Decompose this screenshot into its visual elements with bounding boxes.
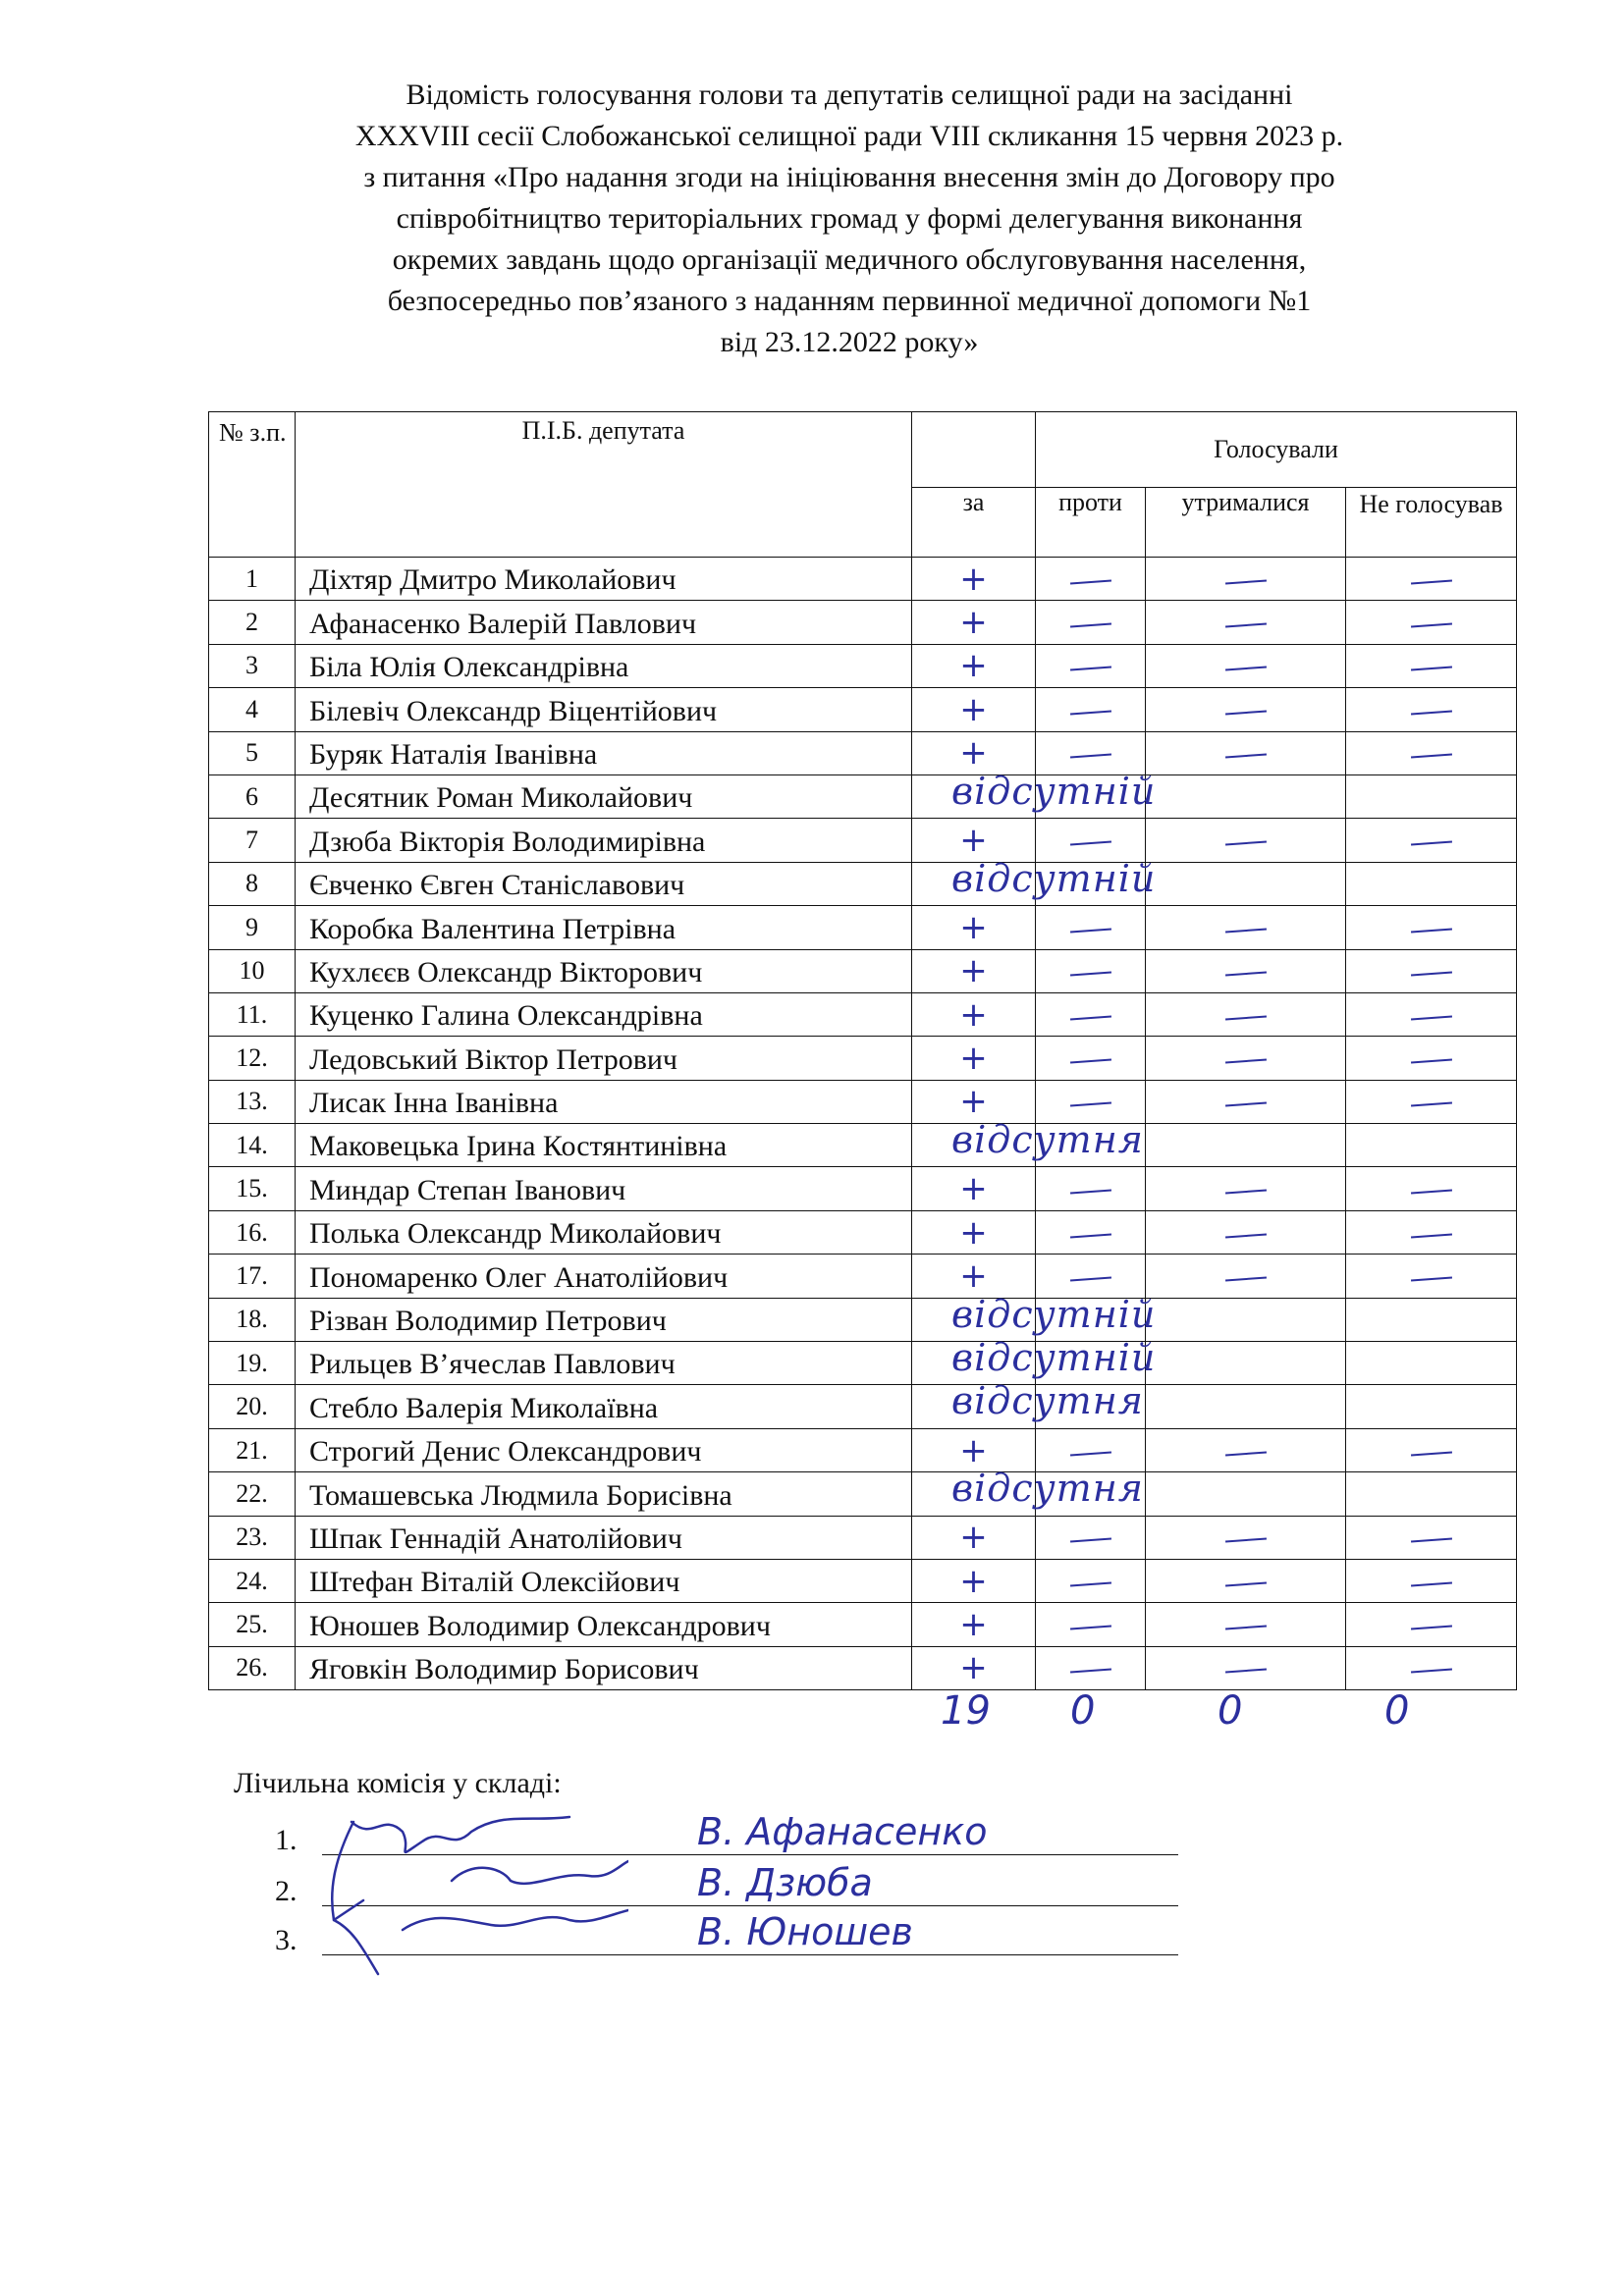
- header-name: П.І.Б. депутата: [296, 412, 912, 558]
- vote-utrymalysia-cell: [1146, 558, 1346, 601]
- absent-note: відсутній: [951, 1292, 1157, 1336]
- dash-mark: [1069, 1669, 1110, 1674]
- plus-mark: +: [959, 1605, 988, 1645]
- vote-utrymalysia-cell: [1146, 1255, 1346, 1298]
- header-ne-holosuvav: Не голосував: [1346, 488, 1517, 558]
- vote-proty-cell: [1036, 601, 1146, 644]
- deputy-name: Стебло Валерія Миколаївна: [296, 1385, 912, 1428]
- row-number: 4: [209, 688, 296, 731]
- row-number: 10: [209, 949, 296, 992]
- plus-mark: +: [959, 1038, 988, 1078]
- vote-utrymalysia-cell: [1146, 731, 1346, 774]
- empty-vote-cell: [1036, 1342, 1146, 1385]
- deputy-name: Штефан Віталій Олексійович: [296, 1559, 912, 1602]
- vote-utrymalysia-cell: [1146, 1516, 1346, 1559]
- empty-vote-cell: [1036, 862, 1146, 905]
- vote-ne-holosuvav-cell: [1346, 949, 1517, 992]
- row-number: 21.: [209, 1428, 296, 1471]
- dash-mark: [1069, 579, 1110, 584]
- title-line: XXXVIII сесії Слобожанської селищної ради VIII скликання 15 червня 2023 р.: [354, 120, 1344, 152]
- dash-mark: [1224, 1190, 1266, 1195]
- table-row: [209, 1646, 1517, 1689]
- plus-mark: +: [959, 559, 988, 599]
- member-name: В. Дзюба: [697, 1861, 873, 1904]
- row-number: 19.: [209, 1342, 296, 1385]
- deputy-name: Яговкін Володимир Борисович: [296, 1646, 912, 1689]
- deputy-name: Строгий Денис Олександрович: [296, 1428, 912, 1471]
- dash-mark: [1410, 1190, 1451, 1195]
- vote-proty-cell: [1036, 1646, 1146, 1689]
- deputy-name: Ледовський Віктор Петрович: [296, 1037, 912, 1080]
- table-row: [209, 1255, 1517, 1298]
- title-line: співробітництво територіальних громад у формі делегування виконання: [396, 202, 1303, 235]
- row-number: 7: [209, 819, 296, 862]
- vote-ne-holosuvav-cell: [1346, 1255, 1517, 1298]
- dash-mark: [1224, 1626, 1266, 1630]
- table-row: [209, 1124, 1517, 1167]
- vote-ne-holosuvav-cell: [1346, 1646, 1517, 1689]
- vote-utrymalysia-cell: [1146, 644, 1346, 687]
- row-number: 23.: [209, 1516, 296, 1559]
- absent-note: відсутній: [951, 769, 1157, 813]
- dash-mark: [1069, 1581, 1110, 1586]
- row-number: 15.: [209, 1167, 296, 1210]
- dash-mark: [1410, 710, 1451, 715]
- vote-utrymalysia-cell: [1146, 1646, 1346, 1689]
- absent-note: відсутня: [951, 1118, 1144, 1162]
- dash-mark: [1410, 1538, 1451, 1543]
- table-row: [209, 862, 1517, 905]
- dash-mark: [1069, 623, 1110, 628]
- vote-proty-cell: [1036, 688, 1146, 731]
- dash-mark: [1410, 1102, 1451, 1107]
- vote-za-cell: [912, 949, 1036, 992]
- vote-utrymalysia-cell: [1146, 1603, 1346, 1646]
- dash-mark: [1410, 623, 1451, 628]
- row-number: 14.: [209, 1124, 296, 1167]
- dash-mark: [1410, 1626, 1451, 1630]
- vote-utrymalysia-cell: [1146, 992, 1346, 1036]
- vote-utrymalysia-cell: [1146, 949, 1346, 992]
- title-line: від 23.12.2022 року»: [720, 326, 979, 358]
- row-number: 16.: [209, 1210, 296, 1254]
- table-row: [209, 906, 1517, 949]
- absent-mark-cell: [912, 1467, 1144, 1516]
- vote-za-cell: [912, 1646, 1036, 1689]
- commission-label: Лічильна комісія у складі:: [234, 1767, 562, 1799]
- table-row: [209, 1167, 1517, 1210]
- absent-mark-cell: [912, 856, 1157, 905]
- vote-proty-cell: [1036, 1037, 1146, 1080]
- plus-mark: +: [959, 646, 988, 686]
- vote-za-cell: [912, 1516, 1036, 1559]
- voting-table: [208, 411, 1517, 1690]
- plus-mark: +: [959, 1169, 988, 1209]
- plus-mark: +: [959, 1430, 988, 1470]
- dash-mark: [1224, 1538, 1266, 1543]
- vote-ne-holosuvav-cell: [1346, 1037, 1517, 1080]
- header-voted: Голосували: [1036, 412, 1517, 488]
- table-row: [209, 1472, 1517, 1516]
- dash-mark: [1224, 841, 1266, 846]
- empty-vote-cell: [1036, 1298, 1146, 1341]
- absent-note: відсутній: [951, 1336, 1157, 1380]
- dash-mark: [1410, 754, 1451, 759]
- vote-za-cell: [912, 1080, 1036, 1123]
- member-name: В. Афанасенко: [697, 1810, 988, 1853]
- vote-proty-cell: [1036, 992, 1146, 1036]
- dash-mark: [1069, 754, 1110, 759]
- plus-mark: +: [959, 689, 988, 729]
- vote-utrymalysia-cell: [1146, 688, 1346, 731]
- empty-vote-cell: [1346, 1298, 1517, 1341]
- deputy-name: Рильцев В’ячеслав Павлович: [296, 1342, 912, 1385]
- empty-vote-cell: [1146, 1385, 1346, 1428]
- empty-vote-cell: [1036, 1472, 1146, 1516]
- table-row: [209, 1298, 1517, 1341]
- table-row: [209, 1385, 1517, 1428]
- deputy-name: Діхтяр Дмитро Миколайович: [296, 558, 912, 601]
- row-number: 8: [209, 862, 296, 905]
- dash-mark: [1224, 579, 1266, 584]
- absent-note: відсутня: [951, 1467, 1144, 1511]
- empty-vote-cell: [1346, 1124, 1517, 1167]
- table-row: [209, 688, 1517, 731]
- table-row: [209, 1516, 1517, 1559]
- vote-za-cell: [912, 992, 1036, 1036]
- absent-mark-cell: [912, 1336, 1157, 1385]
- deputy-name: Євченко Євген Станіславович: [296, 862, 912, 905]
- vote-ne-holosuvav-cell: [1346, 1603, 1517, 1646]
- vote-proty-cell: [1036, 1516, 1146, 1559]
- vote-proty-cell: [1036, 1210, 1146, 1254]
- empty-vote-cell: [1346, 1342, 1517, 1385]
- vote-za-cell: [912, 1428, 1036, 1471]
- plus-mark: +: [959, 907, 988, 947]
- row-number: 17.: [209, 1255, 296, 1298]
- row-number: 20.: [209, 1385, 296, 1428]
- deputy-name: Буряк Наталія Іванівна: [296, 731, 912, 774]
- dash-mark: [1224, 928, 1266, 933]
- vote-proty-cell: [1036, 1080, 1146, 1123]
- row-number: 3: [209, 644, 296, 687]
- deputy-name: Біла Юлія Олександрівна: [296, 644, 912, 687]
- vote-utrymalysia-cell: [1146, 1080, 1346, 1123]
- empty-vote-cell: [1036, 1385, 1146, 1428]
- deputy-name: Куценко Галина Олександрівна: [296, 992, 912, 1036]
- table-row: [209, 1210, 1517, 1254]
- row-number: 5: [209, 731, 296, 774]
- handwritten-signatures: [39, 1783, 628, 1979]
- vote-proty-cell: [1036, 1255, 1146, 1298]
- empty-vote-cell: [1146, 1124, 1346, 1167]
- dash-mark: [1069, 1015, 1110, 1020]
- deputy-name: Пономаренко Олег Анатолійович: [296, 1255, 912, 1298]
- table-row: [209, 558, 1517, 601]
- vote-ne-holosuvav-cell: [1346, 1559, 1517, 1602]
- row-number: 2: [209, 601, 296, 644]
- deputy-name: Полька Олександр Миколайович: [296, 1210, 912, 1254]
- dash-mark: [1069, 667, 1110, 671]
- dash-mark: [1410, 1015, 1451, 1020]
- empty-vote-cell: [1146, 1472, 1346, 1516]
- dash-mark: [1410, 579, 1451, 584]
- vote-za-cell: [912, 906, 1036, 949]
- vote-utrymalysia-cell: [1146, 1167, 1346, 1210]
- vote-proty-cell: [1036, 644, 1146, 687]
- vote-proty-cell: [1036, 558, 1146, 601]
- vote-ne-holosuvav-cell: [1346, 819, 1517, 862]
- plus-mark: +: [959, 1518, 988, 1558]
- dash-mark: [1224, 1451, 1266, 1456]
- vote-utrymalysia-cell: [1146, 1428, 1346, 1471]
- empty-vote-cell: [1146, 1342, 1346, 1385]
- table-row: [209, 1559, 1517, 1602]
- vote-ne-holosuvav-cell: [1346, 1210, 1517, 1254]
- deputy-name: Шпак Геннадій Анатолійович: [296, 1516, 912, 1559]
- vote-proty-cell: [1036, 949, 1146, 992]
- deputy-name: Афанасенко Валерій Павлович: [296, 601, 912, 644]
- dash-mark: [1410, 841, 1451, 846]
- plus-mark: +: [959, 1561, 988, 1601]
- header-number: № з.п.: [209, 412, 296, 558]
- vote-utrymalysia-cell: [1146, 1559, 1346, 1602]
- vote-za-cell: [912, 1559, 1036, 1602]
- vote-ne-holosuvav-cell: [1346, 688, 1517, 731]
- deputy-name: Різван Володимир Петрович: [296, 1298, 912, 1341]
- table-row: [209, 1603, 1517, 1646]
- dash-mark: [1069, 972, 1110, 977]
- total-proty: 0: [1070, 1688, 1096, 1734]
- vote-ne-holosuvav-cell: [1346, 906, 1517, 949]
- deputy-name: Миндар Степан Іванович: [296, 1167, 912, 1210]
- dash-mark: [1224, 1669, 1266, 1674]
- deputy-name: Коробка Валентина Петрівна: [296, 906, 912, 949]
- plus-mark: +: [959, 821, 988, 861]
- row-number: 13.: [209, 1080, 296, 1123]
- plus-mark: +: [959, 603, 988, 643]
- deputy-name: Дзюба Вікторія Володимирівна: [296, 819, 912, 862]
- vote-ne-holosuvav-cell: [1346, 601, 1517, 644]
- dash-mark: [1069, 1190, 1110, 1195]
- row-number: 1: [209, 558, 296, 601]
- deputy-name: Юношев Володимир Олександрович: [296, 1603, 912, 1646]
- vote-za-cell: [912, 1210, 1036, 1254]
- vote-ne-holosuvav-cell: [1346, 1167, 1517, 1210]
- deputy-name: Кухлєєв Олександр Вікторович: [296, 949, 912, 992]
- vote-ne-holosuvav-cell: [1346, 992, 1517, 1036]
- plus-mark: +: [959, 1255, 988, 1296]
- plus-mark: +: [959, 733, 988, 774]
- dash-mark: [1410, 1059, 1451, 1064]
- vote-proty-cell: [1036, 819, 1146, 862]
- table-row: [209, 1342, 1517, 1385]
- absent-note: відсутня: [951, 1379, 1144, 1423]
- dash-mark: [1410, 1581, 1451, 1586]
- absent-mark-cell: [912, 1292, 1157, 1341]
- total-za: 19: [941, 1688, 991, 1734]
- total-utrymalysia: 0: [1218, 1688, 1243, 1734]
- dash-mark: [1224, 667, 1266, 671]
- dash-mark: [1410, 1276, 1451, 1281]
- deputy-name: Томашевська Людмила Борисівна: [296, 1472, 912, 1516]
- dash-mark: [1069, 841, 1110, 846]
- document-title: [196, 75, 1502, 363]
- vote-za-cell: [912, 1255, 1036, 1298]
- plus-mark: +: [959, 951, 988, 991]
- deputy-name: Лисак Інна Іванівна: [296, 1080, 912, 1123]
- empty-vote-cell: [1146, 774, 1346, 818]
- empty-vote-cell: [1346, 1385, 1517, 1428]
- vote-ne-holosuvav-cell: [1346, 1516, 1517, 1559]
- deputy-name: Маковецька Ірина Костянтинівна: [296, 1124, 912, 1167]
- vote-proty-cell: [1036, 1603, 1146, 1646]
- vote-ne-holosuvav-cell: [1346, 1080, 1517, 1123]
- member-number: 1.: [275, 1824, 298, 1856]
- dash-mark: [1224, 1015, 1266, 1020]
- row-number: 18.: [209, 1298, 296, 1341]
- dash-mark: [1069, 1102, 1110, 1107]
- vote-proty-cell: [1036, 906, 1146, 949]
- vote-utrymalysia-cell: [1146, 1210, 1346, 1254]
- vote-totals: [0, 1688, 1624, 1747]
- member-number: 2.: [275, 1875, 298, 1907]
- dash-mark: [1069, 1233, 1110, 1238]
- dash-mark: [1410, 972, 1451, 977]
- dash-mark: [1224, 754, 1266, 759]
- vote-za-cell: [912, 688, 1036, 731]
- vote-za-cell: [912, 558, 1036, 601]
- table-row: [209, 774, 1517, 818]
- row-number: 12.: [209, 1037, 296, 1080]
- dash-mark: [1224, 710, 1266, 715]
- dash-mark: [1224, 1102, 1266, 1107]
- member-number: 3.: [275, 1924, 298, 1956]
- empty-vote-cell: [1146, 862, 1346, 905]
- member-name: В. Юношев: [697, 1910, 913, 1953]
- vote-utrymalysia-cell: [1146, 906, 1346, 949]
- vote-ne-holosuvav-cell: [1346, 1428, 1517, 1471]
- deputy-name: Білевіч Олександр Віцентійович: [296, 688, 912, 731]
- plus-mark: +: [959, 1082, 988, 1122]
- plus-mark: +: [959, 1648, 988, 1688]
- vote-za-cell: [912, 1603, 1036, 1646]
- absent-mark-cell: [912, 769, 1157, 818]
- table-row: [209, 644, 1517, 687]
- dash-mark: [1224, 972, 1266, 977]
- dash-mark: [1410, 667, 1451, 671]
- row-number: 6: [209, 774, 296, 818]
- empty-vote-cell: [1146, 1298, 1346, 1341]
- table-row: [209, 992, 1517, 1036]
- dash-mark: [1410, 1451, 1451, 1456]
- table-row: [209, 949, 1517, 992]
- vote-za-cell: [912, 601, 1036, 644]
- empty-vote-cell: [1346, 862, 1517, 905]
- dash-mark: [1069, 928, 1110, 933]
- empty-vote-cell: [1346, 1472, 1517, 1516]
- vote-za-cell: [912, 731, 1036, 774]
- row-number: 22.: [209, 1472, 296, 1516]
- plus-mark: +: [959, 1212, 988, 1253]
- plus-mark: +: [959, 994, 988, 1035]
- header-utrymalysia: утрималися: [1146, 488, 1346, 558]
- dash-mark: [1410, 928, 1451, 933]
- vote-proty-cell: [1036, 1428, 1146, 1471]
- title-line: окремих завдань щодо організації медичного обслуговування населення,: [392, 243, 1307, 276]
- vote-ne-holosuvav-cell: [1346, 558, 1517, 601]
- header-za: за: [912, 488, 1036, 558]
- dash-mark: [1069, 1451, 1110, 1456]
- vote-za-cell: [912, 644, 1036, 687]
- dash-mark: [1224, 623, 1266, 628]
- vote-ne-holosuvav-cell: [1346, 731, 1517, 774]
- dash-mark: [1224, 1233, 1266, 1238]
- deputy-name: Десятник Роман Миколайович: [296, 774, 912, 818]
- dash-mark: [1224, 1276, 1266, 1281]
- row-number: 26.: [209, 1646, 296, 1689]
- dash-mark: [1069, 1538, 1110, 1543]
- row-number: 11.: [209, 992, 296, 1036]
- vote-proty-cell: [1036, 1559, 1146, 1602]
- vote-ne-holosuvav-cell: [1346, 644, 1517, 687]
- absent-mark-cell: [912, 1118, 1144, 1167]
- dash-mark: [1410, 1669, 1451, 1674]
- table-row: [209, 601, 1517, 644]
- dash-mark: [1224, 1581, 1266, 1586]
- empty-vote-cell: [1036, 774, 1146, 818]
- table-row: [209, 731, 1517, 774]
- table-row: [209, 1080, 1517, 1123]
- dash-mark: [1069, 710, 1110, 715]
- row-number: 24.: [209, 1559, 296, 1602]
- title-line: Відомість голосування голови та депутатів селищної ради на засіданні: [406, 79, 1293, 111]
- row-number: 9: [209, 906, 296, 949]
- dash-mark: [1069, 1276, 1110, 1281]
- dash-mark: [1069, 1059, 1110, 1064]
- vote-utrymalysia-cell: [1146, 819, 1346, 862]
- vote-proty-cell: [1036, 1167, 1146, 1210]
- vote-za-cell: [912, 1037, 1036, 1080]
- dash-mark: [1410, 1233, 1451, 1238]
- absent-note: відсутній: [951, 856, 1157, 900]
- table-row: [209, 1037, 1517, 1080]
- vote-za-cell: [912, 819, 1036, 862]
- empty-vote-cell: [1036, 1124, 1146, 1167]
- empty-vote-cell: [1346, 774, 1517, 818]
- row-number: 25.: [209, 1603, 296, 1646]
- header-proty: проти: [1036, 488, 1146, 558]
- table-row: [209, 1428, 1517, 1471]
- vote-utrymalysia-cell: [1146, 1037, 1346, 1080]
- title-line: з питання «Про надання згоди на ініціювання внесення змін до Договору про: [363, 161, 1335, 193]
- header-empty: [912, 412, 1036, 488]
- dash-mark: [1069, 1626, 1110, 1630]
- table-row: [209, 819, 1517, 862]
- vote-za-cell: [912, 1167, 1036, 1210]
- dash-mark: [1224, 1059, 1266, 1064]
- title-line: безпосередньо пов’язаного з наданням первинної медичної допомоги №1: [387, 285, 1312, 317]
- absent-mark-cell: [912, 1379, 1144, 1428]
- total-ne-holosuvav: 0: [1384, 1688, 1410, 1734]
- vote-utrymalysia-cell: [1146, 601, 1346, 644]
- vote-proty-cell: [1036, 731, 1146, 774]
